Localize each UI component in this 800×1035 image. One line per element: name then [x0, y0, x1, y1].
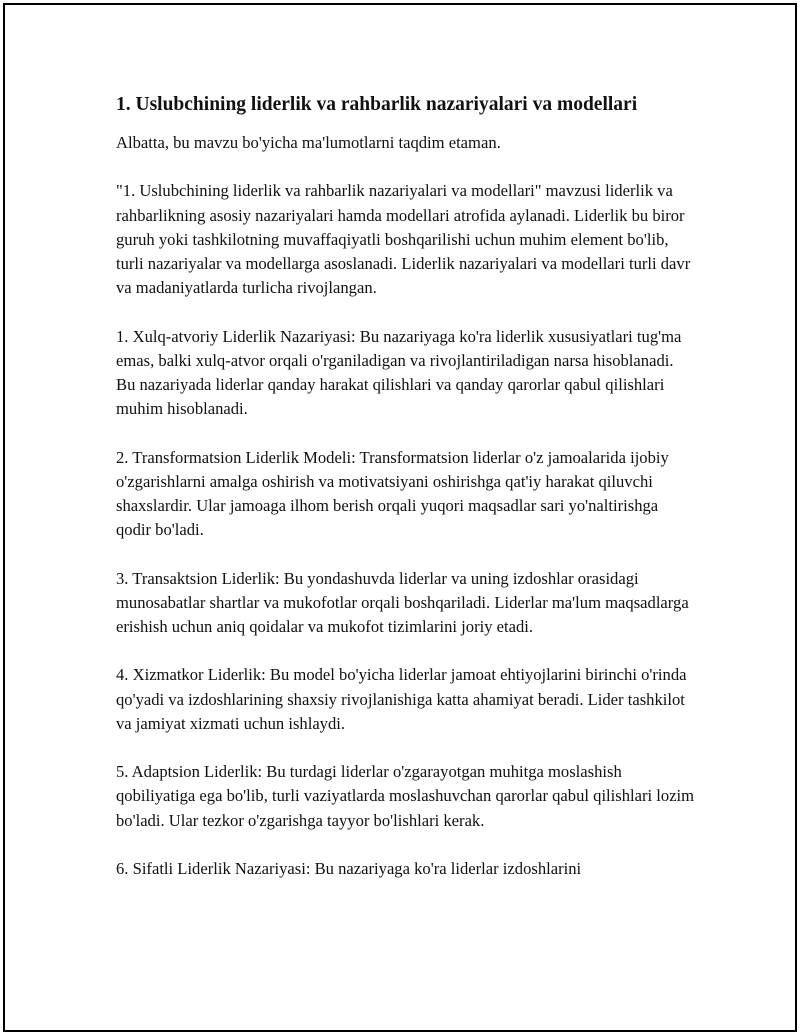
- adaptive-leadership-paragraph: 5. Adaptsion Liderlik: Bu turdagi liderlar o'zgarayotgan muhitga moslashish qobiliyatiga ega bo'lib, turli vaziyatlarda moslashuvchan qarorlar qabul qilishlari lozim bo'ladi. Ular tezkor o'zgarishga tayyor bo'lishlari kerak.: [116, 762, 695, 830]
- servant-leadership-paragraph: 4. Xizmatkor Liderlik: Bu model bo'yicha liderlar jamoat ehtiyojlarini birinchi o'rinda qo'yadi va izdoshlarining shaxsiy rivojlanishiga katta ahamiyat beradi. Lider tashkilot va jamiyat xizmati uchun ishlaydi.: [116, 665, 687, 733]
- overview-paragraph: "1. Uslubchining liderlik va rahbarlik nazariyalari va modellari" mavzusi liderlik va rahbarlikning asosiy nazariyalari hamda modellari atrofida aylanadi. Liderlik bu biror guruh yoki tashkilotning muvaffaqiyatli boshqarilishi uchun muhim element bo'lib, turli nazariyalar va modellarga asoslanadi. Liderlik nazariyalari va modellari turli davr va madaniyatlarda turlicha rivojlangan.: [116, 181, 691, 298]
- quality-leadership-paragraph: 6. Sifatli Liderlik Nazariyasi: Bu nazariyaga ko'ra liderlar izdoshlarini: [116, 858, 582, 878]
- behavioral-leadership-paragraph: 1. Xulq-atvoriy Liderlik Nazariyasi: Bu nazariyaga ko'ra liderlik xususiyatlari tug'ma emas, balki xulq-atvor orqali o'rganiladigan va rivojlantiriladigan narsa hisoblanadi. Bu nazariyada liderlar qanday harakat qilishlari va qanday qarorlar qabul qilishlari muhim hisoblanadi.: [116, 326, 682, 419]
- intro-paragraph: Albatta, bu mavzu bo'yicha ma'lumotlarni taqdim etaman.: [116, 133, 501, 152]
- document-title: 1. Uslubchining liderlik va rahbarlik nazariyalari va modellari: [116, 94, 638, 115]
- transformational-leadership-paragraph: 2. Transformatsion Liderlik Modeli: Transformatsion liderlar o'z jamoalarida ijobiy o'zgarishlarni amalga oshirish va motivatsiyani oshirishga qat'iy harakat qiluvchi shaxslardir. Ular jamoaga ilhom berish orqali yuqori maqsadlar sari yo'naltirishga qodir bo'ladi.: [116, 447, 669, 540]
- transactional-leadership-paragraph: 3. Transaktsion Liderlik: Bu yondashuvda liderlar va uning izdoshlar orasidagi munosabatlar shartlar va mukofotlar orqali boshqariladi. Liderlar ma'lum maqsadlarga erishish uchun aniq qoidalar va mukofot tizimlarini joriy etadi.: [116, 568, 689, 636]
- document-body: [116, 92, 696, 905]
